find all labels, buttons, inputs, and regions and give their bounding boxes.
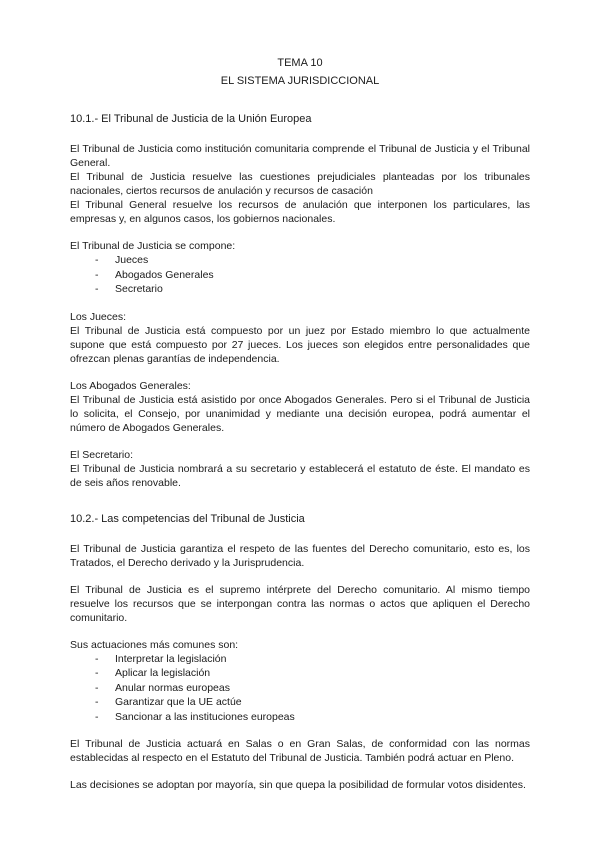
list-item <box>70 710 530 725</box>
document-title <box>70 54 530 90</box>
dash-bullet: - <box>95 283 99 295</box>
dash-bullet: - <box>95 667 99 679</box>
list-item-label: Abogados Generales <box>115 268 214 281</box>
section-2-heading: 10.2.- Las competencias del Tribunal de Justicia <box>70 512 305 525</box>
list-item-label: Anular normas europeas <box>115 681 230 694</box>
section-1-intro <box>70 142 530 226</box>
section-2-p4 <box>70 778 530 792</box>
list-item <box>70 268 530 283</box>
actions-block <box>70 638 530 725</box>
section-2-p1 <box>70 542 530 570</box>
title-line-1: TEMA 10 <box>277 57 323 69</box>
list-item <box>70 652 530 667</box>
list-item-label: Garantizar que la UE actúe <box>115 696 242 708</box>
paragraph: El Tribunal General resuelve los recursos de anulación que interponen los particulares, las empresas y, en algunos casos, los gobiernos nacionales. <box>70 199 530 225</box>
dash-bullet: - <box>95 268 99 281</box>
actions-list <box>70 652 530 725</box>
actions-label: Sus actuaciones más comunes son: <box>70 638 239 651</box>
title-line-2: EL SISTEMA JURISDICCIONAL <box>220 75 380 87</box>
list-item-label: Jueces <box>115 254 149 266</box>
compose-list <box>70 253 530 297</box>
list-item <box>70 666 530 681</box>
section-1-heading: 10.1.- El Tribunal de Justicia de la Unión Europea <box>70 113 312 125</box>
list-item-label: Interpretar la legislación <box>115 652 227 665</box>
paragraph: El Tribunal de Justicia garantiza el respeto de las fuentes del Derecho comunitario, esto es, los Tratados, el Derecho derivado y la Jurisprudencia. <box>70 542 530 569</box>
list-item <box>70 695 530 710</box>
paragraph: El Tribunal de Justicia como institución comunitaria comprende el Tribunal de Justicia y el Tribunal General. <box>70 143 530 169</box>
dash-bullet: - <box>95 696 99 708</box>
paragraph: El Tribunal de Justicia actuará en Salas o en Gran Salas, de conformidad con las normas establecidas al respecto en el Estatuto del Tribunal de Justicia. También podrá actuar en Pleno. <box>70 738 530 764</box>
list-item-label: Secretario <box>115 283 163 295</box>
paragraph: El Tribunal de Justicia nombrará a su secretario y establecerá el estatuto de éste. El mandato es de seis años renovable. <box>70 462 530 489</box>
abogados-label: Los Abogados Generales: <box>70 379 191 392</box>
paragraph: El Tribunal de Justicia está asistido por once Abogados Generales. Pero si el Tribunal de Justicia lo solicita, el Consejo, por unanimidad y mediante una decisión europea, podrá aumentar el número de Abogados Generales. <box>70 393 530 434</box>
list-item-label: Sancionar a las instituciones europeas <box>115 710 295 723</box>
dash-bullet: - <box>95 681 99 694</box>
paragraph: Las decisiones se adoptan por mayoría, sin que quepa la posibilidad de formular votos disidentes. <box>70 779 526 791</box>
paragraph: El Tribunal de Justicia resuelve las cuestiones prejudiciales planteadas por los tribunales nacionales, ciertos recursos de anulación y recursos de casación <box>70 171 530 197</box>
list-item <box>70 282 530 297</box>
paragraph: El Tribunal de Justicia está compuesto por un juez por Estado miembro lo que actualmente supone que está compuesto por 27 jueces. Los jueces son elegidos entre personalidades que ofrezcan plenas garantías de independencia. <box>70 324 530 365</box>
dash-bullet: - <box>95 710 99 723</box>
dash-bullet: - <box>95 652 99 665</box>
jueces-label: Los Jueces: <box>70 310 127 323</box>
dash-bullet: - <box>95 254 99 266</box>
section-2-p2 <box>70 583 530 625</box>
list-item-label: Aplicar la legislación <box>115 667 211 679</box>
paragraph: El Tribunal de Justicia es el supremo intérprete del Derecho comunitario. Al mismo tiempo resuelve los recursos que se interpongan contra las normas o actos que apliquen el Derecho comunitario. <box>70 583 530 624</box>
list-item <box>70 681 530 696</box>
secretario-block <box>70 448 530 490</box>
section-2-p3 <box>70 737 530 765</box>
secretario-label: El Secretario: <box>70 448 134 461</box>
compose-block <box>70 239 530 297</box>
list-item <box>70 253 530 268</box>
jueces-block <box>70 310 530 366</box>
compose-label: El Tribunal de Justicia se compone: <box>70 240 236 252</box>
abogados-block <box>70 379 530 435</box>
